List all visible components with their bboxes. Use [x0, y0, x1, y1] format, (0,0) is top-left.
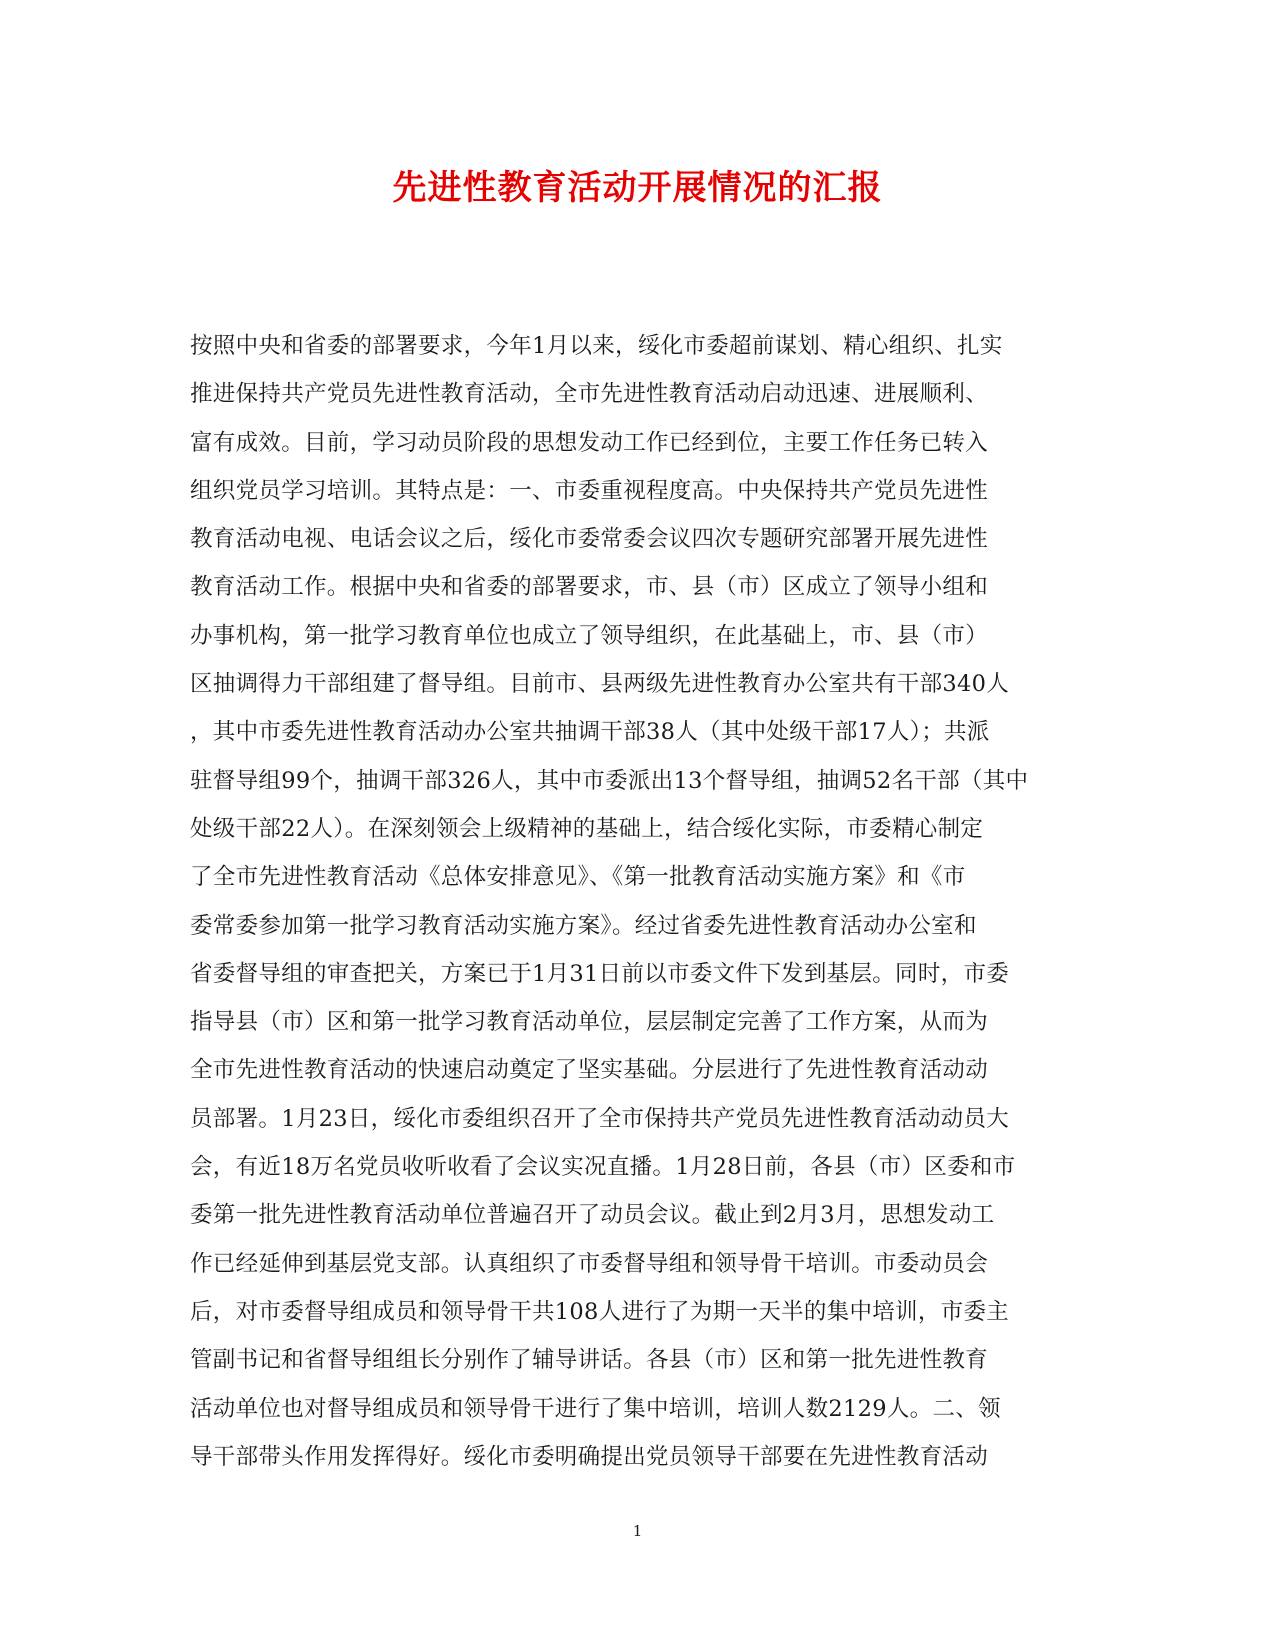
body-paragraph	[190, 322, 1040, 1481]
text-line: 委第一批先进性教育活动单位普遍召开了动员会议。截止到2月3月，思想发动工	[190, 1202, 995, 1229]
text-line: 会，有近18万名党员收听收看了会议实况直播。1月28日前，各县（市）区委和市	[190, 1154, 1016, 1181]
text-line: 作已经延伸到基层党支部。认真组织了市委督导组和领导骨干培训。市委动员会	[190, 1250, 989, 1277]
text-line: 教育活动工作。根据中央和省委的部署要求，市、县（市）区成立了领导小组和	[190, 574, 989, 601]
text-line: 富有成效。目前，学习动员阶段的思想发动工作已经到位，主要工作任务已转入	[190, 429, 989, 456]
text-line: 后，对市委督导组成员和领导骨干共108人进行了为期一天半的集中培训，市委主	[190, 1298, 1010, 1325]
text-line: 组织党员学习培训。其特点是：一、市委重视程度高。中央保持共产党员先进性	[190, 477, 989, 504]
text-line: 活动单位也对督导组成员和领导骨干进行了集中培训，培训人数2129人。二、领	[190, 1395, 1001, 1422]
text-line: 区抽调得力干部组建了督导组。目前市、县两级先进性教育办公室共有干部340人	[190, 671, 1010, 698]
text-line: 教育活动电视、电话会议之后，绥化市委常委会议四次专题研究部署开展先进性	[190, 526, 989, 553]
text-line: 员部署。1月23日，绥化市委组织召开了全市保持共产党员先进性教育活动动员大	[190, 1105, 1010, 1132]
text-line: 按照中央和省委的部署要求，今年1月以来，绥化市委超前谋划、精心组织、扎实	[190, 333, 1003, 359]
text-line: 推进保持共产党员先进性教育活动，全市先进性教育活动启动迅速、进展顺利、	[190, 381, 989, 408]
text-line: 委常委参加第一批学习教育活动实施方案》。经过省委先进性教育活动办公室和	[190, 912, 977, 939]
text-line: 全市先进性教育活动的快速启动奠定了坚实基础。分层进行了先进性教育活动动	[190, 1057, 989, 1084]
text-line: ，其中市委先进性教育活动办公室共抽调干部38人（其中处级干部17人）；共派	[190, 719, 990, 746]
text-line: 导干部带头作用发挥得好。绥化市委明确提出党员领导干部要在先进性教育活动	[190, 1443, 989, 1470]
page-number: 1	[632, 1522, 643, 1540]
text-line: 处级干部22人）。在深刻领会上级精神的基础上，结合绥化实际，市委精心制定	[190, 815, 984, 842]
text-line: 指导县（市）区和第一批学习教育活动单位，层层制定完善了工作方案，从而为	[190, 1009, 989, 1036]
text-line: 办事机构，第一批学习教育单位也成立了领导组织，在此基础上，市、县（市）	[190, 622, 989, 649]
document-title: 先进性教育活动开展情况的汇报	[392, 168, 883, 208]
text-line: 驻督导组99个，抽调干部326人，其中市委派出13个督导组，抽调52名干部（其中	[190, 767, 1029, 794]
text-line: 省委督导组的审查把关，方案已于1月31日前以市委文件下发到基层。同时，市委	[190, 960, 1010, 987]
text-line: 了全市先进性教育活动《总体安排意见》、《第一批教育活动实施方案》和《市	[190, 864, 966, 891]
text-line: 管副书记和省督导组组长分别作了辅导讲话。各县（市）区和第一批先进性教育	[190, 1347, 989, 1374]
